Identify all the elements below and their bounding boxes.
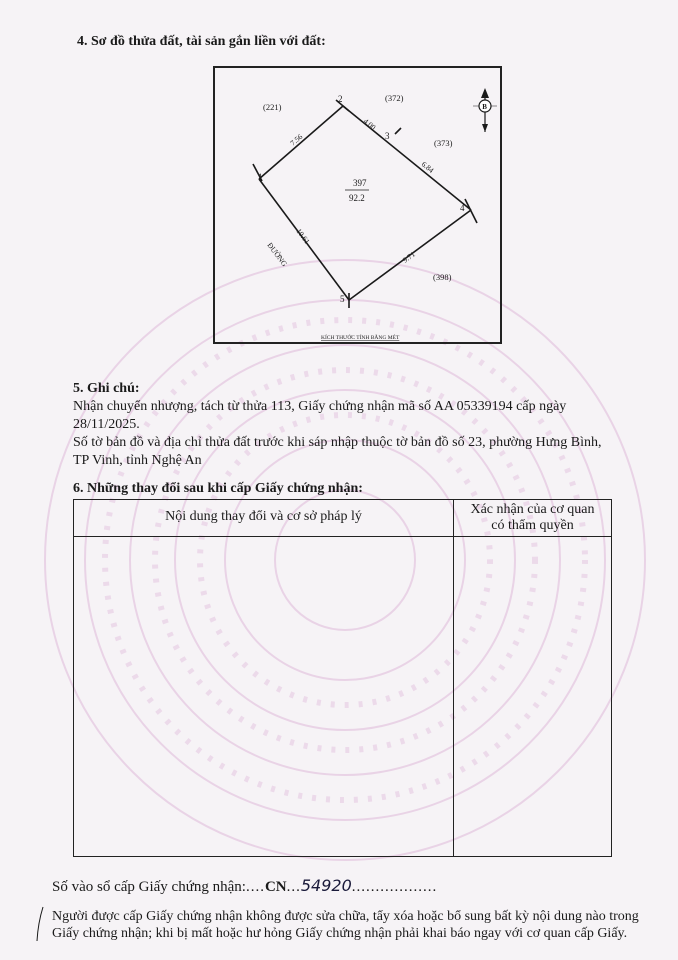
footer-note-line-2: Giấy chứng nhận; khi bị mất hoặc hư hỏng Giấy chứng nhận phải khai báo ngay với cơ quan cấp Giấy.	[52, 926, 628, 941]
register-label: Số vào sổ cấp Giấy chứng nhận:	[52, 879, 246, 895]
parcel-area: 92.2	[349, 193, 365, 203]
neighbor-221: (221)	[263, 102, 282, 112]
note-line-2: 28/11/2025.	[73, 417, 140, 432]
parcel-diagram	[215, 68, 500, 342]
neighbor-373: (373)	[434, 138, 453, 148]
note-line-1: Nhận chuyển nhượng, tách từ thửa 113, Giấy chứng nhận mã số AA 05339194 cấp ngày	[73, 399, 567, 414]
svg-text:B: B	[482, 103, 487, 111]
edge-length-3-4: 6.84	[419, 159, 436, 175]
register-number: 54920	[300, 876, 352, 895]
section-6-title: 6. Những thay đổi sau khi cấp Giấy chứng nhận:	[73, 481, 363, 496]
section-5-notes	[73, 380, 633, 470]
point-5: 5	[340, 294, 345, 304]
register-number-line: Số vào sổ cấp Giấy chứng nhận:....CN...54920..................	[52, 876, 438, 895]
column-header-changes: Nội dung thay đổi và cơ sở pháp lý	[165, 509, 362, 524]
neighbor-372: (372)	[385, 93, 404, 103]
edge-length-1-2: 7.56	[288, 132, 305, 148]
edge-length-4-5: 9.71	[400, 249, 417, 265]
neighbor-398: (398)	[433, 272, 452, 282]
note-line-3: Số tờ bản đồ và địa chỉ thửa đất trước khi sáp nhập thuộc tờ bản đồ số 23, phường Hưng Bình,	[73, 435, 602, 450]
edge-length-5-1: 10.61	[294, 226, 312, 246]
scale-note: KÍCH THƯỚC TÍNH BẰNG MÉT	[321, 335, 400, 341]
register-prefix: CN	[264, 879, 287, 895]
parcel-diagram-frame	[213, 66, 502, 344]
footer-note	[52, 908, 642, 942]
parcel-number: 397	[353, 178, 367, 188]
column-header-confirmation: Xác nhận của cơ quan có thẩm quyền	[470, 502, 595, 533]
changes-table	[73, 499, 612, 857]
road-label: ĐƯỜNG	[265, 240, 290, 269]
section-4-title: 4. Sơ đồ thửa đất, tài sản gắn liền với đất:	[77, 34, 326, 49]
north-arrow-icon	[473, 88, 497, 132]
point-1: 1	[258, 172, 263, 182]
point-2: 2	[338, 94, 343, 104]
edge-length-2-3: 4.00	[361, 116, 378, 132]
point-4: 4	[460, 203, 465, 213]
section-5-title: 5. Ghi chú:	[73, 381, 140, 396]
margin-mark-icon	[34, 905, 46, 945]
point-3: 3	[385, 131, 390, 141]
footer-note-line-1: Người được cấp Giấy chứng nhận không được sửa chữa, tẩy xóa hoặc bổ sung bất kỳ nội dung nào trong	[52, 909, 639, 924]
edge-1-2	[259, 106, 343, 179]
column-divider	[453, 500, 454, 856]
note-line-4: TP Vinh, tỉnh Nghệ An	[73, 453, 202, 468]
